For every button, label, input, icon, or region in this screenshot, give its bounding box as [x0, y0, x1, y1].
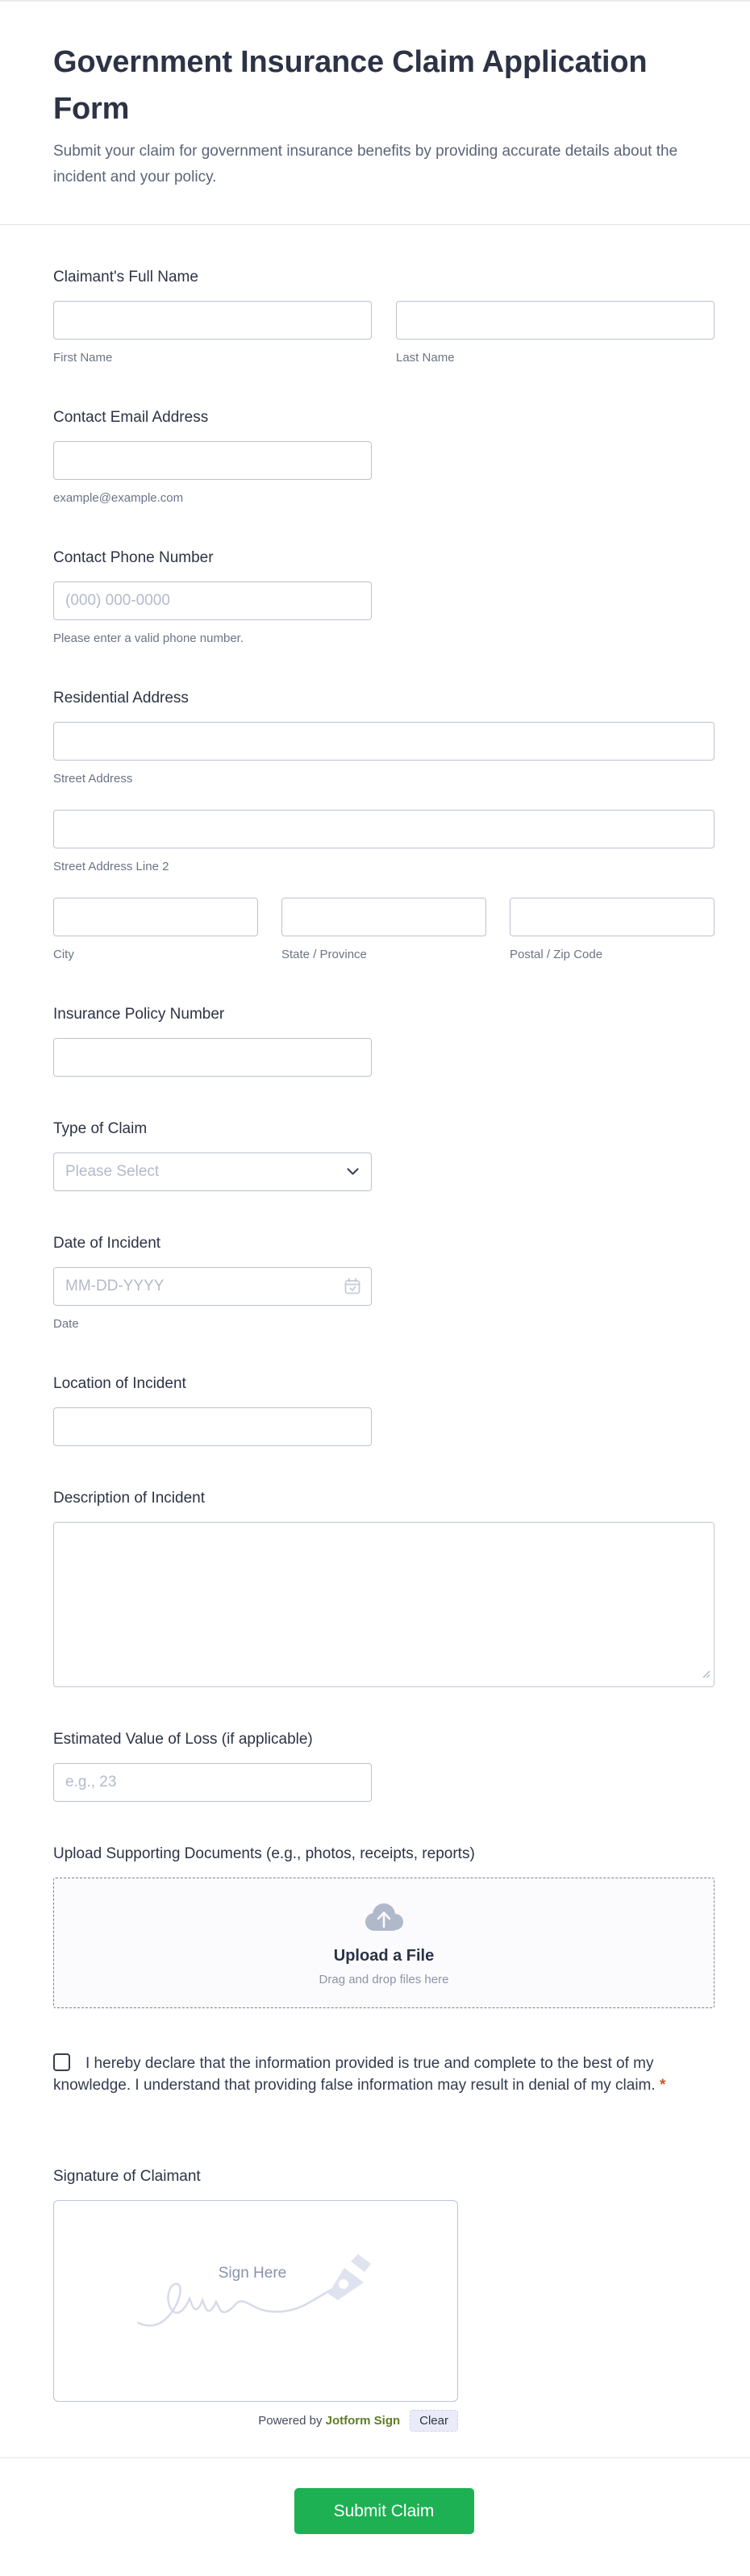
page-title: Government Insurance Claim Application Form — [53, 45, 648, 126]
incident-description-controls — [53, 1522, 715, 1687]
state-sublabel: State / Province — [281, 948, 367, 961]
cloud-upload-icon — [360, 1900, 407, 1938]
signature-footer — [53, 2410, 458, 2432]
form-body — [0, 268, 750, 2576]
phone-sublabel: Please enter a valid phone number. — [53, 631, 244, 645]
incident-description-label: Description of Incident — [53, 1490, 205, 1507]
question-declaration — [53, 2053, 668, 2096]
upload-button-text: Upload a File — [333, 1946, 435, 1965]
street-address2-sublabel: Street Address Line 2 — [53, 860, 169, 873]
city-state-zip-row — [53, 898, 715, 962]
jotform-sign-brand: Jotform Sign — [325, 2414, 401, 2428]
address-label: Residential Address — [53, 690, 189, 707]
phone-input[interactable] — [53, 581, 372, 620]
powered-by-text — [258, 2414, 400, 2428]
question-incident-date — [53, 1234, 715, 1332]
signature-pad[interactable] — [53, 2200, 458, 2402]
declaration-checkbox[interactable] — [53, 2053, 70, 2071]
resize-handle-icon[interactable] — [702, 1668, 710, 1682]
clear-button[interactable]: Clear — [410, 2410, 458, 2432]
submit-row — [53, 2488, 715, 2576]
street-address2-group — [53, 810, 715, 874]
incident-date-input[interactable] — [53, 1267, 372, 1306]
estimated-value-controls — [53, 1763, 715, 1802]
pen-nib-icon — [328, 2254, 371, 2300]
policy-number-label: Insurance Policy Number — [53, 1006, 225, 1023]
powered-by-label: Powered by — [258, 2414, 323, 2428]
estimated-value-label: Estimated Value of Loss (if applicable) — [53, 1731, 313, 1748]
full-name-label: Claimant's Full Name — [53, 269, 198, 286]
phone-controls — [53, 581, 715, 646]
postal-sublabel: Postal / Zip Code — [510, 948, 603, 961]
state-col — [281, 898, 486, 962]
calendar-icon[interactable] — [343, 1277, 362, 1300]
declaration-text — [53, 2053, 668, 2096]
email-input[interactable] — [53, 441, 372, 480]
question-email — [53, 408, 715, 506]
page-subtitle: Submit your claim for government insurance benefits by providing accurate details about the incident and your policy. — [53, 143, 678, 185]
question-phone — [53, 548, 715, 646]
incident-date-controls — [53, 1267, 372, 1306]
last-name-sublabel: Last Name — [396, 351, 455, 365]
signature-squiggle — [138, 2284, 331, 2326]
incident-date-label: Date of Incident — [53, 1235, 161, 1252]
street-address-input[interactable] — [53, 722, 715, 761]
street-address-group — [53, 722, 715, 786]
postal-input[interactable] — [510, 898, 715, 936]
last-name-input[interactable] — [396, 301, 715, 340]
first-name-col — [53, 301, 372, 365]
policy-number-input[interactable] — [53, 1038, 372, 1077]
claim-type-selected-value: Please Select — [65, 1163, 160, 1180]
question-policy-number — [53, 1005, 715, 1077]
city-col — [53, 898, 258, 962]
email-label: Contact Email Address — [53, 409, 209, 426]
email-sublabel: example@example.com — [53, 491, 184, 505]
incident-date-sublabel: Date — [53, 1317, 79, 1331]
question-address — [53, 689, 715, 962]
street-address-sublabel: Street Address — [53, 772, 133, 786]
submit-button[interactable]: Submit Claim — [294, 2488, 474, 2534]
incident-description-textarea[interactable] — [53, 1522, 715, 1687]
footer-divider — [0, 2457, 750, 2458]
question-claim-type — [53, 1119, 715, 1191]
city-input[interactable] — [53, 898, 258, 936]
incident-location-input[interactable] — [53, 1407, 372, 1446]
question-incident-location — [53, 1374, 715, 1446]
question-estimated-value — [53, 1730, 715, 1802]
phone-label: Contact Phone Number — [53, 549, 214, 566]
first-name-input[interactable] — [53, 301, 372, 340]
city-sublabel: City — [53, 948, 74, 961]
policy-number-controls — [53, 1038, 715, 1077]
claim-type-controls — [53, 1153, 715, 1191]
first-name-sublabel: First Name — [53, 351, 113, 365]
estimated-value-input[interactable] — [53, 1763, 372, 1802]
chevron-down-icon — [347, 1163, 359, 1181]
question-upload — [53, 1844, 715, 2008]
signature-placeholder-art — [131, 2253, 381, 2346]
signature-label: Signature of Claimant — [53, 2168, 201, 2185]
claim-type-label: Type of Claim — [53, 1120, 148, 1137]
declaration-statement: I hereby declare that the information provided is true and complete to the best of my knowledge. I understand that providing false information may result in denial of my claim. — [53, 2055, 656, 2094]
upload-hint: Drag and drop files here — [319, 1972, 449, 1986]
claim-type-select[interactable] — [53, 1153, 372, 1191]
postal-col — [510, 898, 715, 962]
required-asterisk: * — [659, 2077, 666, 2094]
full-name-row — [53, 301, 715, 365]
email-controls — [53, 441, 715, 506]
form-header — [0, 2, 750, 225]
file-dropzone[interactable] — [53, 1878, 715, 2008]
street-address2-input[interactable] — [53, 810, 715, 848]
question-incident-description — [53, 1489, 715, 1687]
upload-label: Upload Supporting Documents (e.g., photos, receipts, reports) — [53, 1845, 475, 1862]
state-input[interactable] — [281, 898, 486, 936]
sign-here-text: Sign Here — [218, 2265, 287, 2282]
last-name-col — [396, 301, 715, 365]
incident-location-controls — [53, 1407, 715, 1446]
incident-location-label: Location of Incident — [53, 1375, 186, 1392]
question-full-name — [53, 268, 715, 365]
question-signature — [53, 2167, 715, 2432]
